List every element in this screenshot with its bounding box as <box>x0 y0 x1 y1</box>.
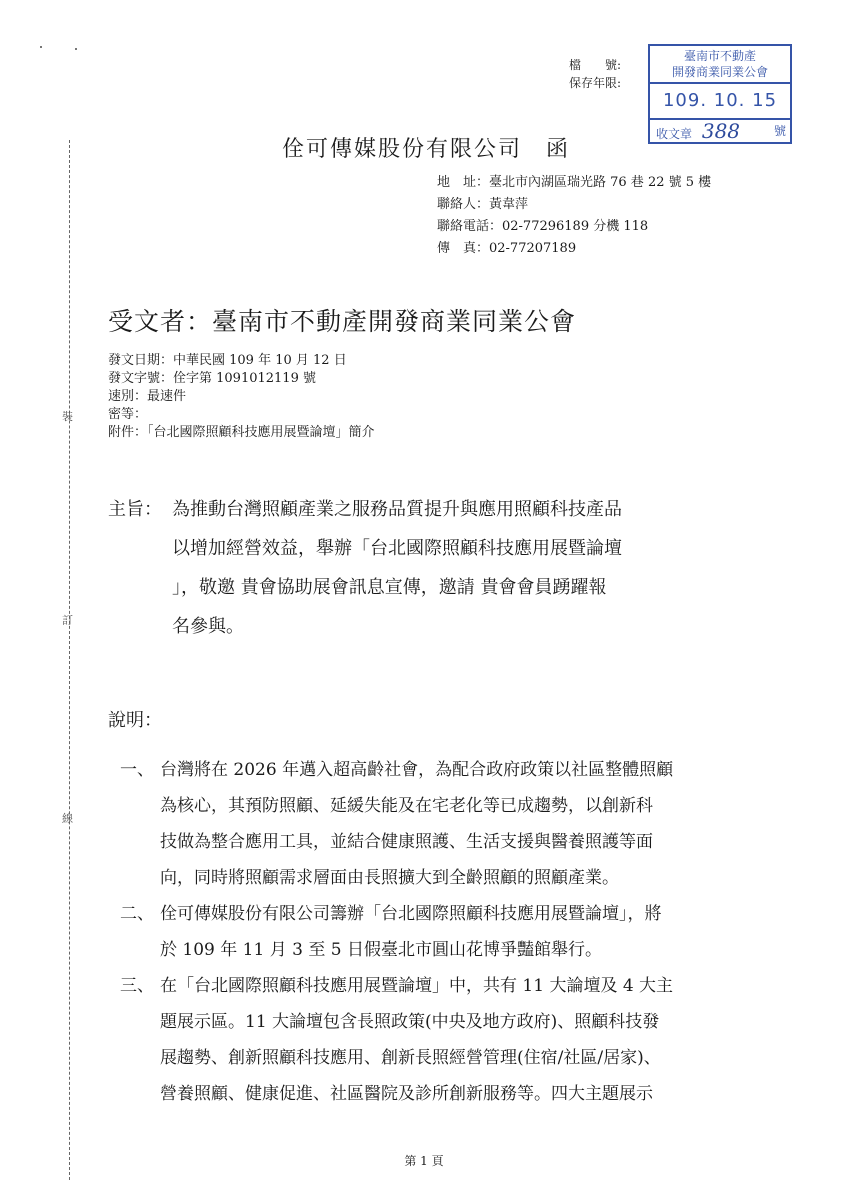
item-number: 二、 <box>120 904 154 924</box>
urgency: 速別：最速件 <box>108 389 187 404</box>
subject-line: 」，敬邀 貴會協助展會訊息宣傳，邀請 貴會會員踴躍報 <box>172 577 607 598</box>
binding-mark-xian: 線 <box>62 812 73 825</box>
stamp-receipt-suffix: 號 <box>773 124 786 138</box>
item-text <box>160 968 673 1112</box>
item-line: 於 109 年 11 月 3 至 5 日假臺北市圓山花博爭豔館舉行。 <box>160 940 602 960</box>
contact-block <box>437 172 711 260</box>
item-line: 佺可傳媒股份有限公司籌辦「台北國際照顧科技應用展暨論壇」，將 <box>160 904 662 924</box>
explanation-item <box>120 752 673 896</box>
stamp-receipt-number: 388 <box>701 119 741 143</box>
contact-phone: 聯絡電話：02-77296189 分機 118 <box>437 219 649 234</box>
contact-address: 地 址：臺北市內湖區瑞光路 76 巷 22 號 5 樓 <box>437 175 712 190</box>
attachment: 附件：「台北國際照顧科技應用展暨論壇」簡介 <box>108 425 375 440</box>
company-title: 佺可傳媒股份有限公司 函 <box>282 137 571 162</box>
explanation-items <box>120 752 673 1112</box>
item-line: 題展示區。11 大論壇包含長照政策(中央及地方政府)、照顧科技發 <box>160 1012 660 1032</box>
item-line: 向，同時將照顧需求層面由長照擴大到全齡照顧的照顧產業。 <box>160 868 619 888</box>
page-number: 第 1 頁 <box>404 1154 444 1168</box>
item-line: 營養照顧、健康促進、社區醫院及診所創新服務等。四大主題展示 <box>160 1084 653 1104</box>
archive-info <box>555 56 621 92</box>
subject-line: 名參與。 <box>172 616 244 637</box>
stamp-org-line2: 開發商業同業公會 <box>671 65 768 79</box>
explanation-item <box>120 896 673 968</box>
binding-mark-zhuang: 裝 <box>62 410 73 423</box>
item-text <box>160 896 673 968</box>
classification: 密等： <box>108 407 148 422</box>
item-line: 為核心，其預防照顧、延緩失能及在宅老化等已成趨勢，以創新科 <box>160 796 653 816</box>
issue-date: 發文日期：中華民國 109 年 10 月 12 日 <box>108 353 347 368</box>
document-number: 發文字號：佺字第 1091012119 號 <box>108 371 316 386</box>
item-text <box>160 752 673 896</box>
binding-mark-ding: 訂 <box>62 614 73 627</box>
scan-speck <box>40 46 42 48</box>
stamp-date: 109. 10. 15 <box>650 84 790 120</box>
subject-body <box>172 490 772 646</box>
stamp-receipt-row <box>650 120 790 145</box>
item-number: 一、 <box>120 760 154 780</box>
binding-line <box>69 140 70 1180</box>
subject-label: 主旨： <box>108 499 162 520</box>
subject-line: 以增加經營效益，舉辦「台北國際照顧科技應用展暨論壇 <box>172 538 622 559</box>
file-number-label: 檔 號: <box>568 58 621 72</box>
item-line: 技做為整合應用工具，並結合健康照護、生活支援與醫養照護等面 <box>160 832 653 852</box>
recipient: 受文者：臺南市不動產開發商業同業公會 <box>108 307 577 336</box>
contact-fax: 傳 真：02-77207189 <box>437 241 577 256</box>
item-line: 台灣將在 2026 年邁入超高齡社會，為配合政府政策以社區整體照顧 <box>160 760 674 780</box>
contact-person: 聯絡人：黃韋萍 <box>437 197 529 212</box>
explanation-title: 說明： <box>108 710 162 731</box>
subject-line: 為推動台灣照顧產業之服務品質提升與應用照顧科技產品 <box>172 499 622 520</box>
scan-speck <box>75 48 77 50</box>
item-line: 在「台北國際照顧科技應用展暨論壇」中，共有 11 大論壇及 4 大主 <box>160 976 674 996</box>
explanation-item <box>120 968 673 1112</box>
retention-label: 保存年限: <box>568 76 621 90</box>
item-number: 三、 <box>120 976 154 996</box>
item-line: 展趨勢、創新照顧科技應用、創新長照經營管理(住宿/社區/居家)、 <box>160 1048 661 1068</box>
stamp-receipt-label: 收文章 <box>656 127 693 141</box>
document-meta <box>108 352 375 442</box>
receipt-stamp <box>648 44 792 144</box>
stamp-organization <box>650 46 790 84</box>
stamp-org-line1: 臺南市不動產 <box>683 49 756 63</box>
